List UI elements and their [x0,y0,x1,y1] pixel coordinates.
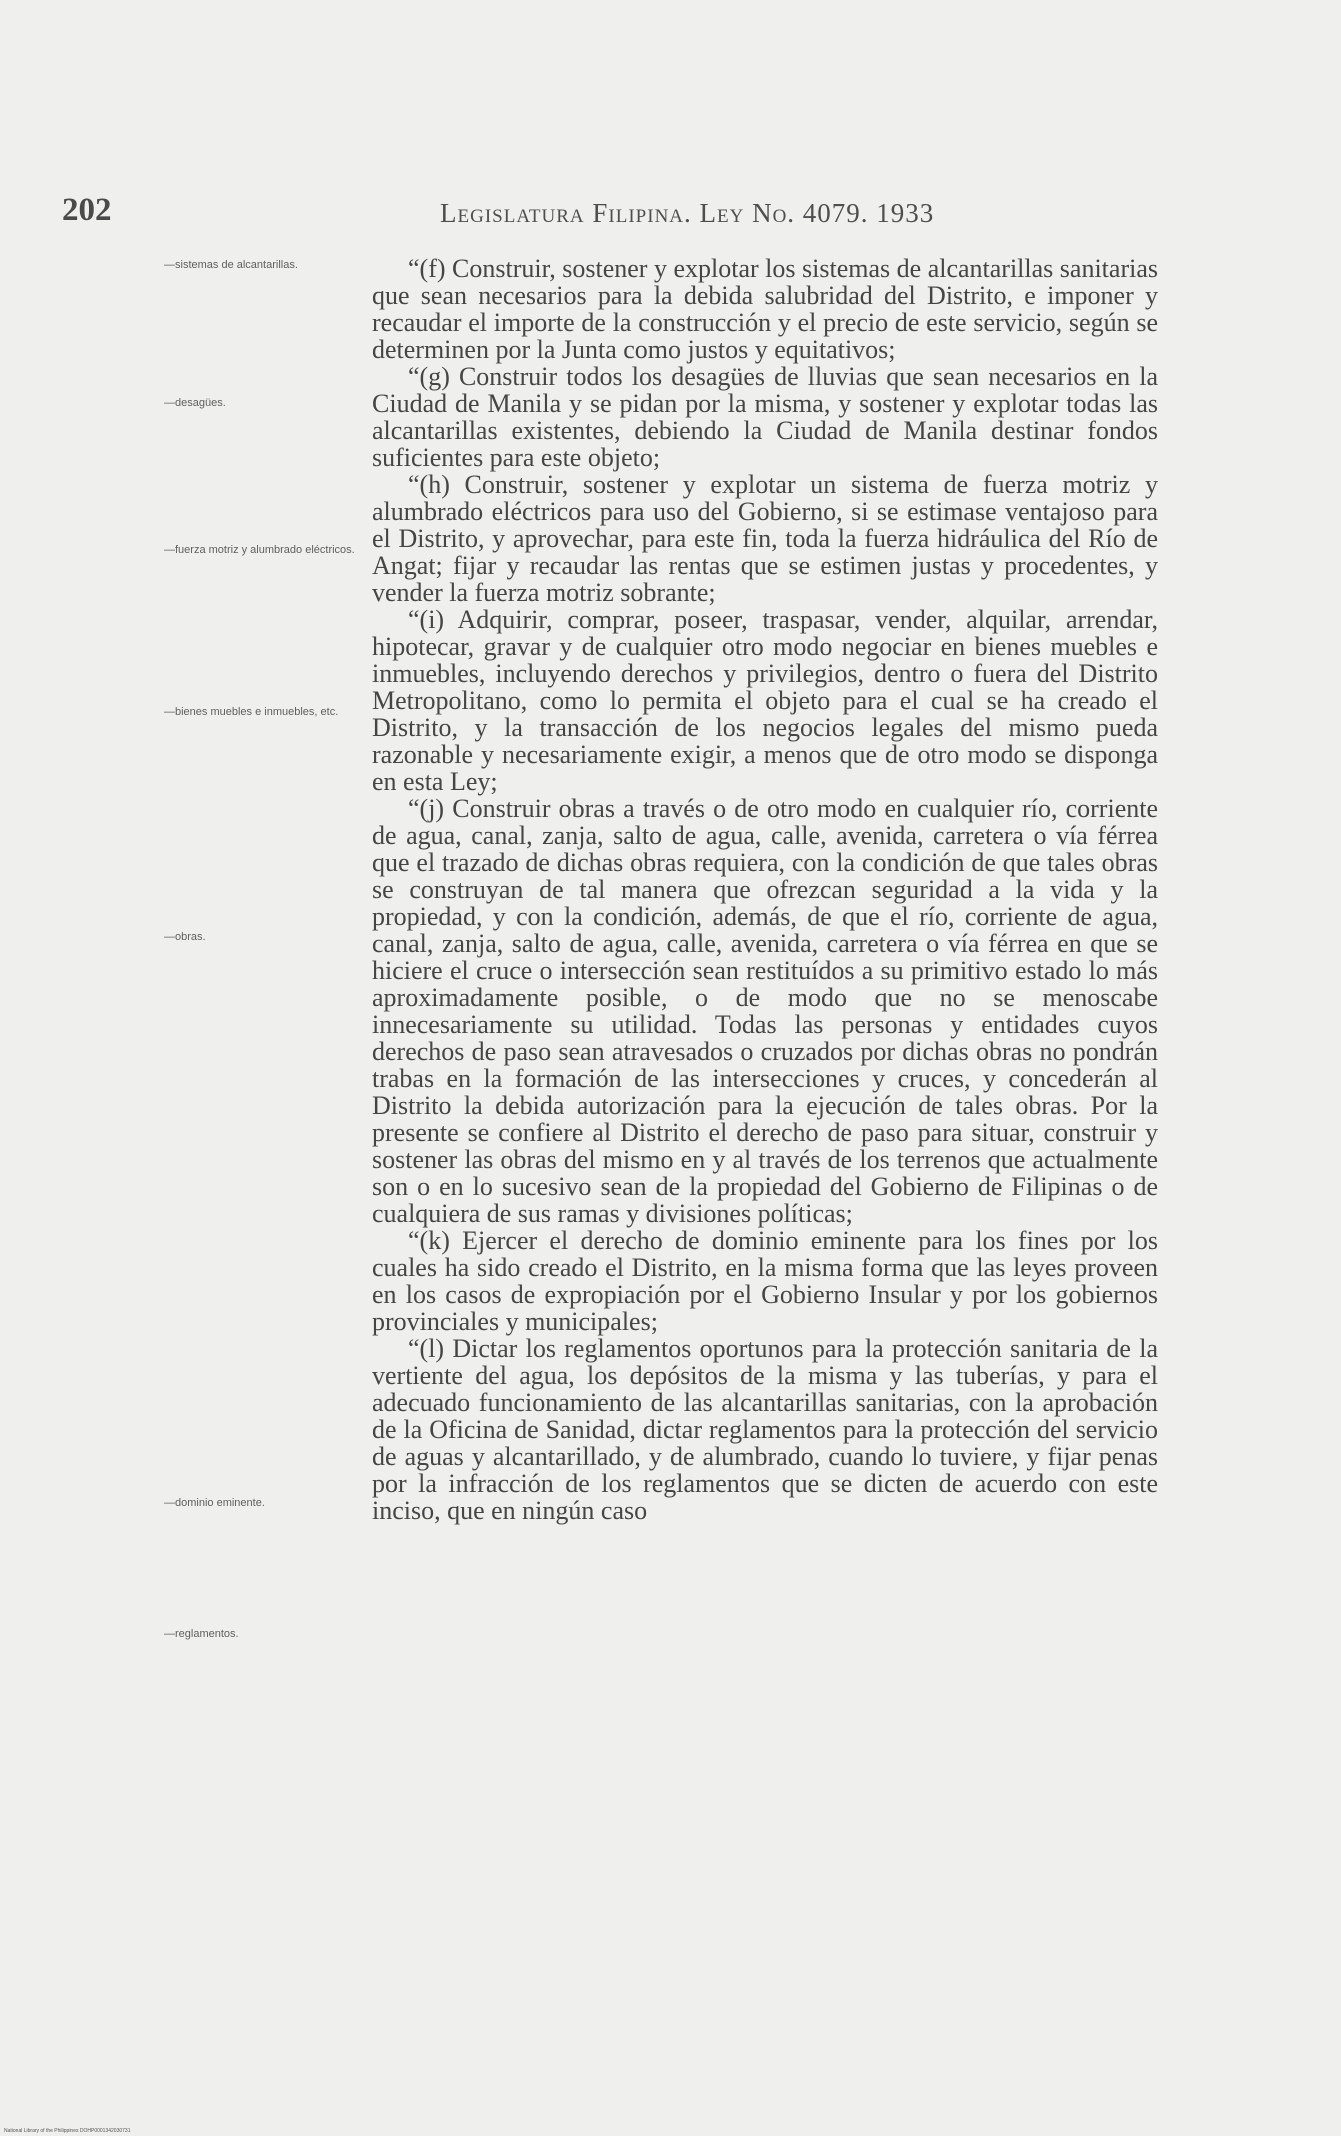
margin-note-alcantarillas: —sistemas de alcantarillas. [164,259,298,271]
page-number: 202 [62,192,112,228]
paragraph-k: “(k) Ejercer el derecho de dominio eminente para los fines por los cuales ha sido creado el Distrito, en la misma forma que las leyes proveen en los casos de expropiación por el Gobierno Insular y por los gobiernos provinciales y municipales; [372,1226,1158,1336]
margin-note-bienes: —bienes muebles e inmuebles, etc. [164,706,339,718]
margin-note-fuerza-motriz: —fuerza motriz y alumbrado eléctricos. [164,544,355,556]
margin-note-reglamentos: —reglamentos. [164,1628,239,1640]
paragraph-l: “(l) Dictar los reglamentos oportunos para la protección sanitaria de la vertiente del agua, los depósitos de la misma y las tuberías, y para el adecuado funcionamiento de las alcantarillas sanitarias, con la aprobación de la Oficina de Sanidad, dictar reglamentos para la protección del servicio de aguas y alcantarillado, y de alumbrado, cuando lo tuviere, y fijar penas por la infracción de los reglamentos que se dicten de acuerdo con este inciso, que en ningún caso [372,1334,1158,1525]
margin-note-dominio-eminente: —dominio eminente. [164,1497,265,1509]
paragraph-i: “(i) Adquirir, comprar, poseer, traspasar, vender, alquilar, arrendar, hipotecar, gravar y de cualquier otro modo negociar en bienes muebles e inmuebles, incluyendo derechos y privilegios, dentro o fuera del Distrito Metropolitano, como lo permita el objeto para el cual se ha creado el Distrito, y la transacción de los negocios legales del mismo pueda razonable y necesariamente exigir, a menos que de otro modo se disponga en esta Ley; [372,605,1158,796]
paragraph-g: “(g) Construir todos los desagües de lluvias que sean necesarios en la Ciudad de Manila y se pidan por la misma, y sostener y explotar todas las alcantarillas existentes, debiendo la Ciudad de Manila destinar fondos suficientes para este objeto; [372,362,1158,472]
margin-note-desagues: —desagües. [164,397,226,409]
body-text [372,255,1158,1524]
paragraph-f: “(f) Construir, sostener y explotar los sistemas de alcantarillas sanitarias que sean necesarios para la debida salubridad del Distrito, e imponer y recaudar el importe de la construcción y el precio de este servicio, según se determinen por la Junta como justos y equitativos; [372,254,1158,364]
footer-credit: National Library of the Philippines DOHP0001342030731 [4,2128,131,2134]
margin-note-obras: —obras. [164,931,206,943]
paragraph-j: “(j) Construir obras a través o de otro modo en cualquier río, corriente de agua, canal, zanja, salto de agua, calle, avenida, carretera o vía férrea que el trazado de dichas obras requiera, con la condición de que tales obras se construyan de tal manera que ofrezcan seguridad a la vida y la propiedad, y con la condición, además, de que el río, corriente de agua, canal, zanja, salto de agua, calle, avenida, carretera o vía férrea en que se hiciere el cruce o intersección sean restituídos a su primitivo estado lo más aproximadamente posible, o de modo que no se menoscabe innecesariamente su utilidad. Todas las personas y entidades cuyos derechos de paso sean atravesados o cruzados por dichas obras no pondrán trabas en la formación de las intersecciones y cruces, y concederán al Distrito la debida autorización para la ejecución de tales obras. Por la presente se confiere al Distrito el derecho de paso para situar, construir y sostener las obras del mismo en y al través de los terrenos que actualmente son o en lo sucesivo sean de la propiedad del Gobierno de Filipinas o de cualquiera de sus ramas y divisiones políticas; [372,794,1158,1228]
paragraph-h: “(h) Construir, sostener y explotar un sistema de fuerza motriz y alumbrado eléctricos para uso del Gobierno, si se estimase ventajoso para el Distrito, y aprovechar, para este fin, toda la fuerza hidráulica del Río de Angat; fijar y recaudar las rentas que se estimen justas y procedentes, y vender la fuerza motriz sobrante; [372,470,1158,607]
running-head: Legislatura Filipina. Ley No. 4079. 1933 [440,198,935,228]
